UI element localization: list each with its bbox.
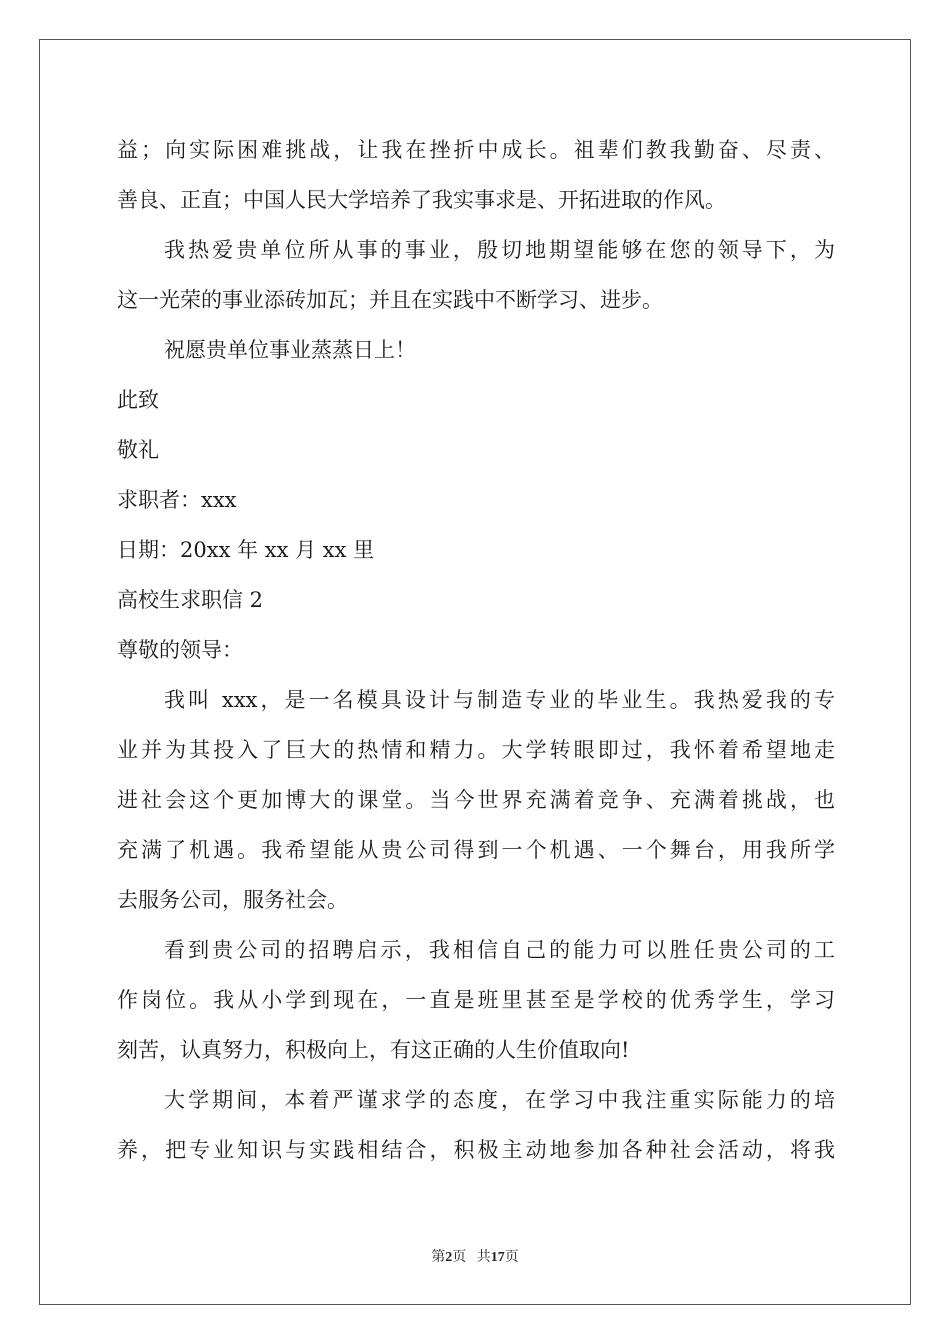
text-line: 充满了机遇。我希望能从贵公司得到一个机遇、一个舞台，用我所学 bbox=[117, 838, 835, 862]
paragraph-first-line: 大学期间，本着严谨求学的态度，在学习中我注重实际能力的培 bbox=[164, 1088, 835, 1112]
footer-prefix: 第 bbox=[431, 1250, 446, 1265]
closing-salutation: 此致 bbox=[117, 388, 159, 412]
paragraph-first-line: 看到贵公司的招聘启示，我相信自己的能力可以胜任贵公司的工 bbox=[164, 938, 835, 962]
section-title: 高校生求职信 2 bbox=[117, 588, 264, 612]
footer-total-prefix: 共 bbox=[476, 1250, 491, 1265]
text-line: 去服务公司，服务社会。 bbox=[117, 888, 348, 912]
text-line: 这一光荣的事业添砖加瓦；并且在实践中不断学习、进步。 bbox=[117, 288, 663, 312]
text-line: 进社会这个更加博大的课堂。当今世界充满着竞争、充满着挑战，也 bbox=[117, 788, 835, 812]
text-line: 养，把专业知识与实践相结合，积极主动地参加各种社会活动，将我 bbox=[117, 1138, 835, 1162]
letter-date: 日期：20xx 年 xx 月 xx 里 bbox=[117, 538, 375, 562]
text-line: 作岗位。我从小学到现在，一直是班里甚至是学校的优秀学生，学习 bbox=[117, 988, 835, 1012]
current-page-number: 2 bbox=[445, 1250, 453, 1265]
closing-regards: 敬礼 bbox=[117, 438, 159, 462]
footer-total-suffix: 页 bbox=[504, 1250, 519, 1265]
paragraph-first-line: 祝愿贵单位事业蒸蒸日上！ bbox=[164, 338, 416, 362]
text-line: 善良、正直；中国人民大学培养了我实事求是、开拓进取的作风。 bbox=[117, 188, 726, 212]
paragraph-first-line: 我热爱贵单位所从事的事业，殷切地期望能够在您的领导下，为 bbox=[164, 238, 835, 262]
document-body bbox=[117, 125, 835, 1175]
text-line: 刻苦，认真努力，积极向上，有这正确的人生价值取向! bbox=[117, 1038, 630, 1062]
paragraph-first-line: 我叫 xxx，是一名模具设计与制造专业的毕业生。我热爱我的专 bbox=[164, 688, 835, 712]
text-line: 益；向实际困难挑战，让我在挫折中成长。祖辈们教我勤奋、尽责、 bbox=[117, 138, 835, 162]
footer-page-suffix: 页 bbox=[452, 1250, 467, 1265]
text-line: 业并为其投入了巨大的热情和精力。大学转眼即过，我怀着希望地走 bbox=[117, 738, 835, 762]
total-page-count: 17 bbox=[490, 1250, 505, 1265]
page-footer bbox=[0, 1246, 950, 1266]
letter-greeting: 尊敬的领导： bbox=[117, 638, 243, 662]
applicant-name: 求职者：xxx bbox=[117, 488, 237, 512]
